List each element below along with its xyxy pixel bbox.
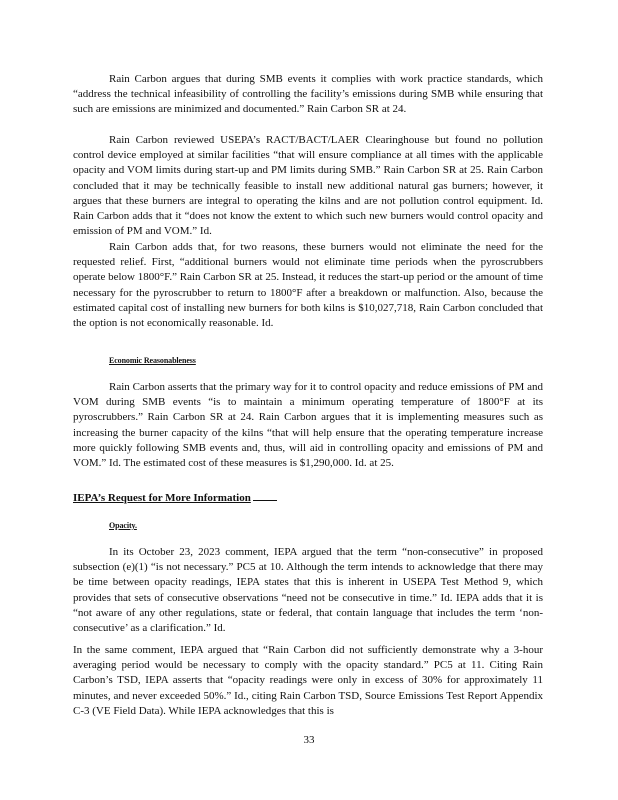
heading-iepa-request <box>73 492 277 504</box>
heading-economic-reasonableness: Economic Reasonableness <box>109 356 196 365</box>
paragraph-work-practice <box>73 72 543 118</box>
paragraph-economic <box>73 380 543 471</box>
heading-underline <box>253 500 277 501</box>
paragraph-text: In the same comment, IEPA argued that “Rain Carbon did not sufficiently demonstrate why a 3-hour averaging period would be necessary to comply with the opacity standard.” PC5 at 11. Citing Rain Carbon’s TSD, IEPA asserts that “opacity readings were only in excess of 30% for approximately 11 minutes, and never exceeded 50%.” Id., citing Rain Carbon TSD, Source Emissions Test Report Appendix C-3 (VE Field Data). While IEPA acknowledges that this is <box>73 644 543 717</box>
heading-text: IEPA’s Request for More Information <box>73 492 251 504</box>
page-number: 33 <box>303 734 315 746</box>
paragraph-averaging-period <box>73 643 543 719</box>
paragraph-ract-bact-laer <box>73 133 543 239</box>
paragraph-text: Rain Carbon reviewed USEPA’s RACT/BACT/LAER Clearinghouse but found no pollution control device employed at similar facilities “that will ensure compliance at all times with the applicable opacity and VOM limits during start-up and PM limits during SMB.” Rain Carbon SR at 25. Rain Carbon concluded that it may be technically feasible to install new additional natural gas burners; however, it argues that these burners are integral to operating the kilns and are not pollution control equipment. Id. Rain Carbon adds that it “does not know the extent to which such new burners would control opacity and emission of PM and VOM.” Id. <box>73 134 543 238</box>
paragraph-text: Rain Carbon argues that during SMB events it complies with work practice standards, which “address the technical infeasibility of controlling the facility’s emissions during SMB while ensuring that such are emissions are minimized and documented.” Rain Carbon SR at 24. <box>73 73 543 116</box>
paragraph-text: In its October 23, 2023 comment, IEPA argued that the term “non-consecutive” in proposed subsection (e)(1) “is not necessary.” PC5 at 10. Although the term intends to acknowledge that there may be time between opacity readings, IEPA states that this is inherent in USEPA Test Method 9, which provides that sets of consecutive observations “need not be consecutive in time.” Id. IEPA adds that it is “not aware of any other regulations, state or federal, that contain language that includes the term ‘non-consecutive’ as a clarification.” Id. <box>73 546 543 635</box>
heading-opacity: Opacity. <box>109 521 137 530</box>
paragraph-non-consecutive <box>73 545 543 636</box>
paragraph-text: Rain Carbon adds that, for two reasons, these burners would not eliminate the need for the requested relief. First, “additional burners would not eliminate time periods when the pyroscrubbers operate below 1800°F.” Rain Carbon SR at 25. Instead, it reduces the start-up period or the amount of time necessary for the pyroscrubber to return to 1800°F after a breakdown or malfunction. Also, because the estimated capital cost of installing new burners for both kilns is $10,027,718, Rain Carbon concluded that the option is not economically reasonable. Id. <box>73 241 543 330</box>
paragraph-burners <box>73 240 543 331</box>
paragraph-text: Rain Carbon asserts that the primary way for it to control opacity and reduce emissions of PM and VOM during SMB events “is to maintain a minimum operating temperature of 1800°F at its pyroscrubbers.” Rain Carbon SR at 24. Rain Carbon argues that it is implementing measures such as increasing the burner capacity of the kilns “that will help ensure that the operating temperature increase more quickly following SMB events and, thus, will aid in controlling opacity and emissions of PM and VOM.” Id. The estimated cost of these measures is $1,290,000. Id. at 25. <box>73 381 543 470</box>
